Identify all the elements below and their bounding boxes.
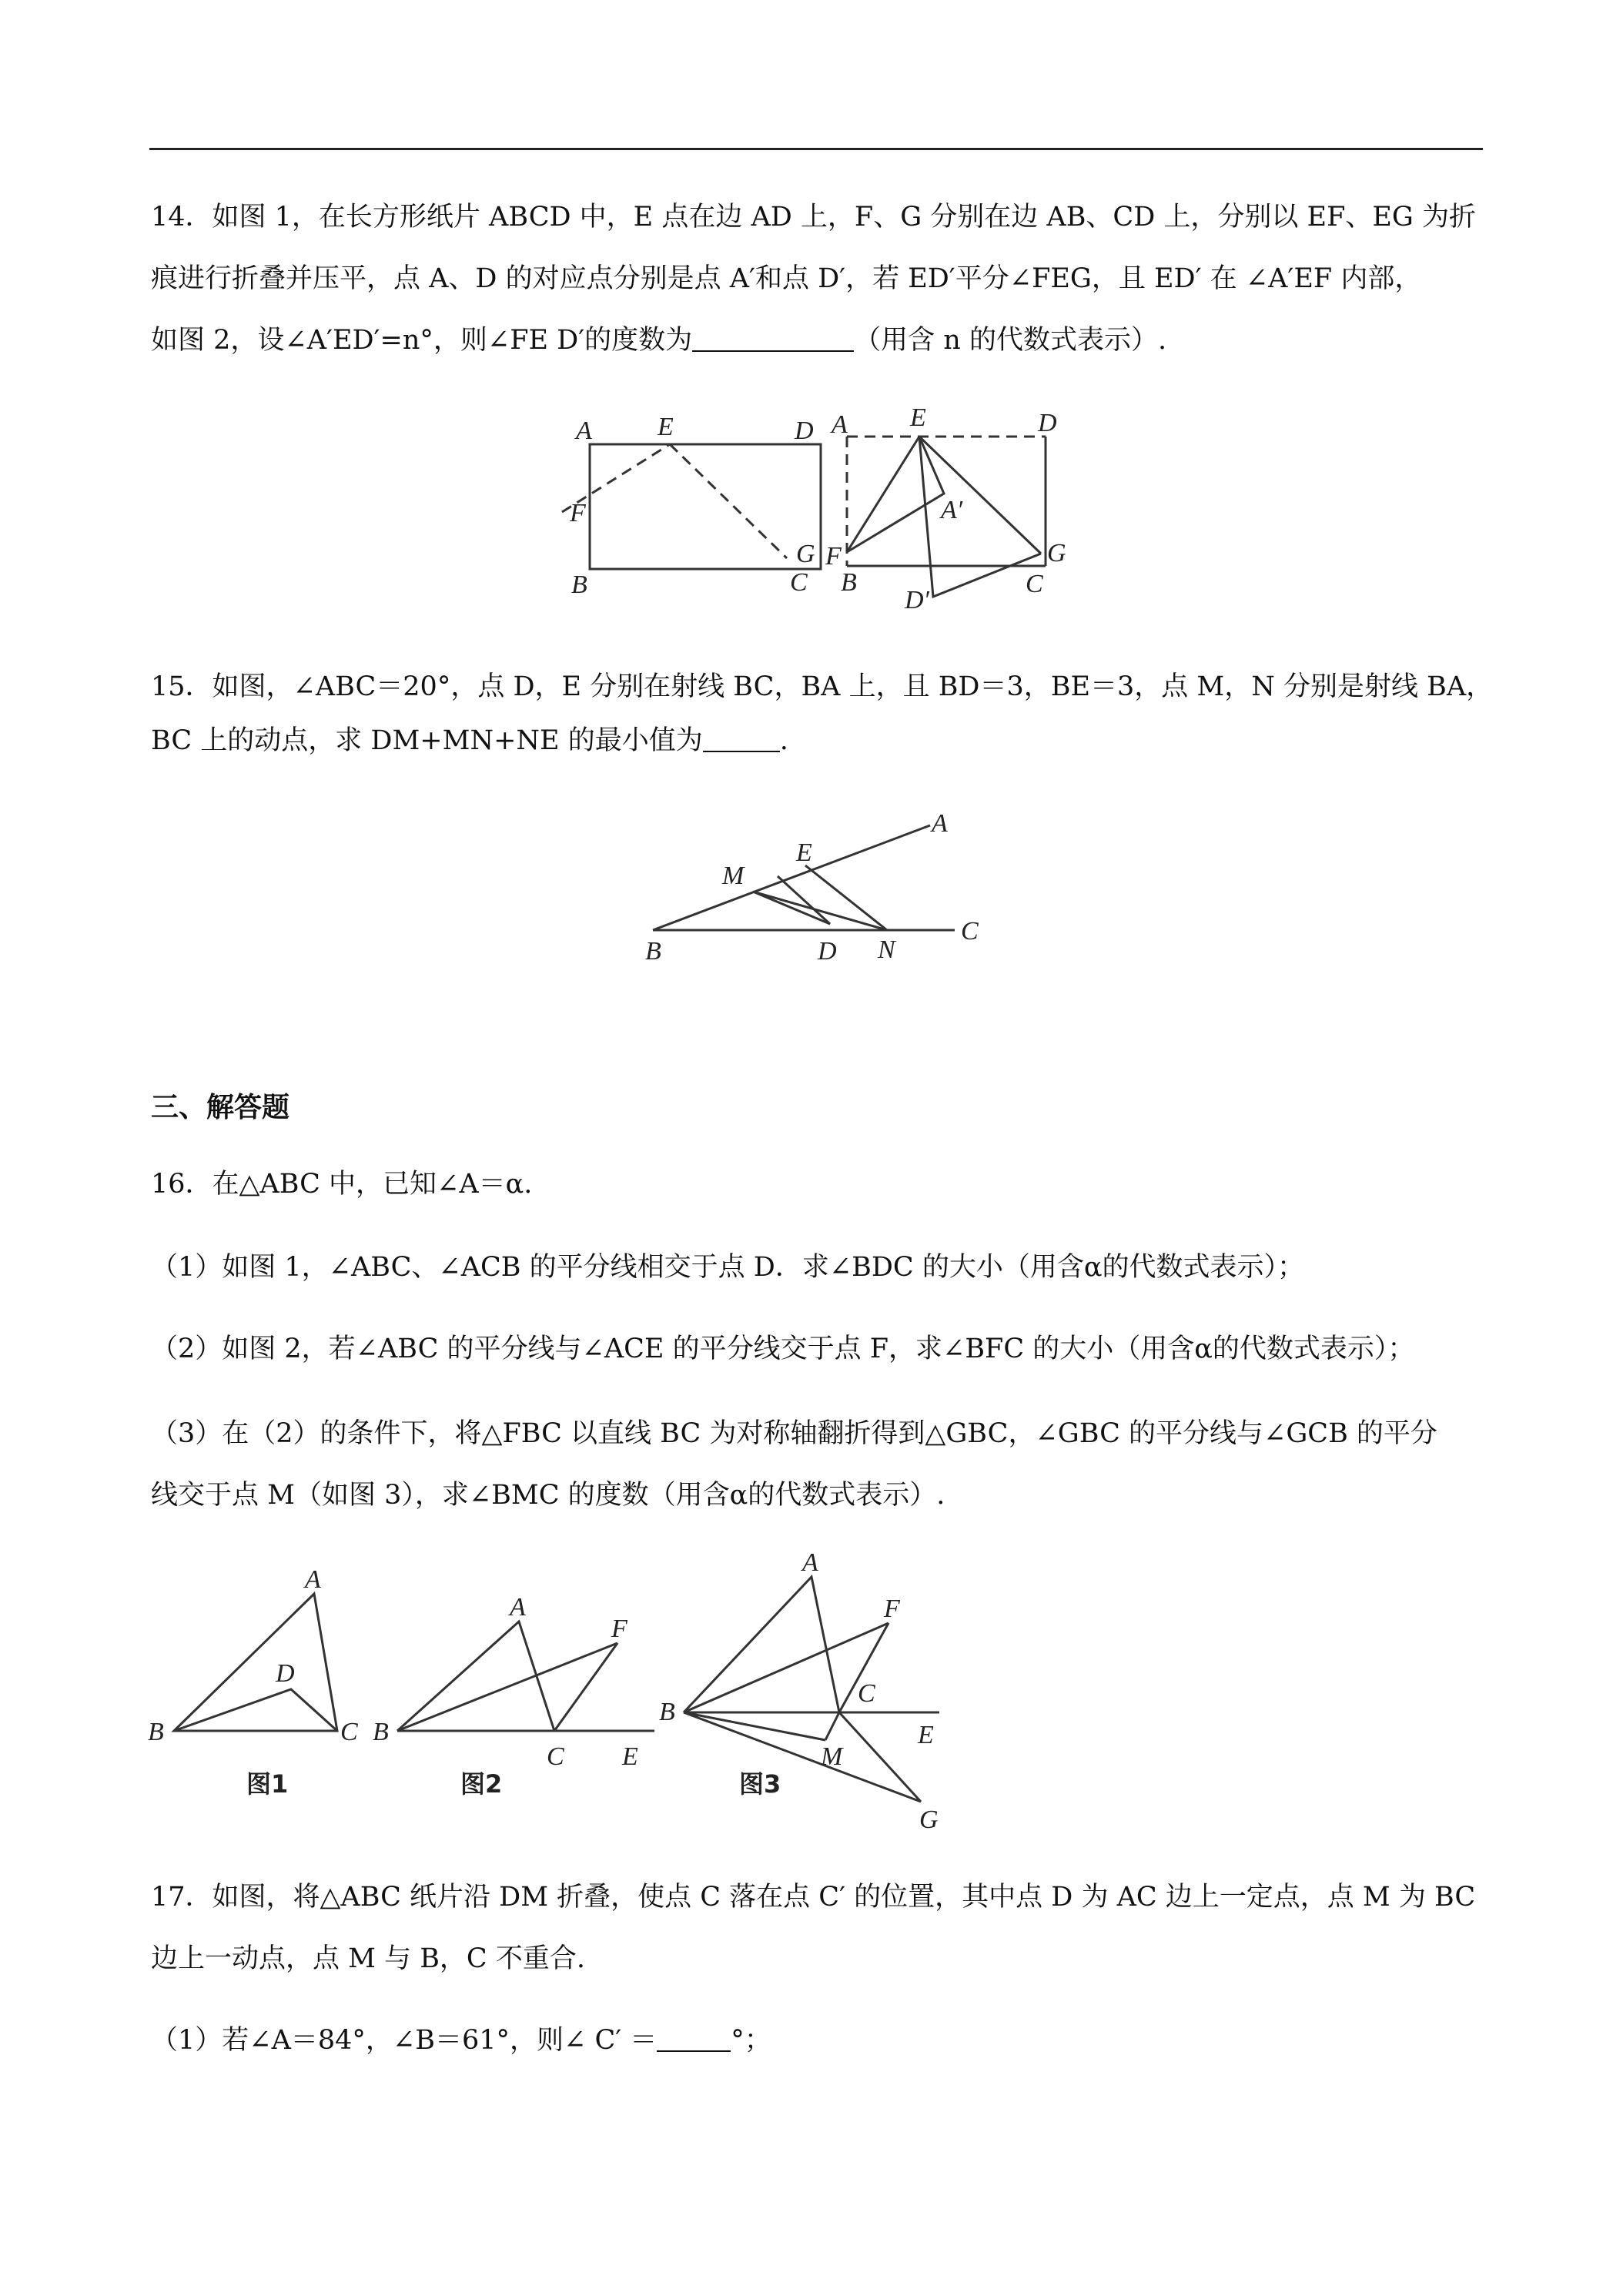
q15-line-2-text: BC 上的动点，求 DM+MN+NE 的最小值为 xyxy=(151,725,703,756)
fig14b-label-G: G xyxy=(1047,539,1066,567)
fig14b-label-A: A xyxy=(832,410,848,439)
q15-answer-blank[interactable] xyxy=(703,728,780,752)
q16-figures xyxy=(146,1548,962,1840)
fig14a-label-F: F xyxy=(570,499,586,527)
fig16c-caption: 图3 xyxy=(739,1769,781,1799)
fig16a-label-B: B xyxy=(148,1718,164,1746)
header-rule xyxy=(149,148,1483,150)
fig16a-label-D: D xyxy=(276,1659,295,1688)
q15-figure xyxy=(639,801,993,970)
q14-figures-svg xyxy=(554,389,1093,620)
q16-part-3-line-1: （3）在（2）的条件下，将△FBC 以直线 BC 为对称轴翻折得到△GBC，∠GBC 的平分线与∠GCB 的平分 xyxy=(151,1418,1437,1449)
fig14b-label-A-prime: A′ xyxy=(941,496,963,524)
fig14a-label-C: C xyxy=(790,568,808,597)
fig14a-label-G: G xyxy=(796,540,815,568)
fig14a-label-A: A xyxy=(576,417,592,445)
q15-line-2-end: . xyxy=(779,725,788,756)
q17-line-2: 边上一动点，点 M 与 B，C 不重合. xyxy=(151,1943,585,1974)
fig16b-caption: 图2 xyxy=(460,1769,503,1799)
fig16c-label-G: G xyxy=(919,1806,939,1834)
q16-part-3-line-2: 线交于点 M（如图 3），求∠BMC 的度数（用含α的代数式表示）. xyxy=(151,1480,945,1511)
fig14a-label-D: D xyxy=(795,417,814,445)
q17-line-1: 17．如图，将△ABC 纸片沿 DM 折叠，使点 C 落在点 C′ 的位置，其中点 D 为 AC 边上一定点，点 M 为 BC xyxy=(151,1882,1476,1913)
fig15-label-C: C xyxy=(961,917,979,946)
q14-figure xyxy=(554,389,1093,620)
q16-part-1: （1）如图 1，∠ABC、∠ACB 的平分线相交于点 D．求∠BDC 的大小（用含α的代数式表示）； xyxy=(151,1252,1304,1283)
q14-line-3-text: 如图 2，设∠A′ED′=n°，则∠FE D′的度数为 xyxy=(151,325,693,356)
fig14b-label-E: E xyxy=(910,403,926,432)
fig14a-label-E: E xyxy=(658,413,674,441)
fig16c-label-E: E xyxy=(918,1721,934,1749)
q16-figures-svg xyxy=(146,1548,962,1840)
q14-line-3 xyxy=(151,310,1483,371)
fig16c-label-F: F xyxy=(884,1595,900,1623)
fig16b-label-B: B xyxy=(373,1718,389,1746)
q17-line-3-text: （1）若∠A＝84°，∠B＝61°，则∠ C′ ＝ xyxy=(151,2025,658,2056)
fig15-label-A: A xyxy=(932,809,948,838)
q14-answer-blank[interactable] xyxy=(692,327,854,352)
fig16a-caption: 图1 xyxy=(246,1769,289,1799)
fig14a-label-B: B xyxy=(571,571,587,599)
fig14b-label-F: F xyxy=(825,542,842,571)
fig14b-label-D-prime: D′ xyxy=(905,586,929,614)
q14-line-1: 14．如图 1，在长方形纸片 ABCD 中，E 点在边 AD 上，F、G 分别在边 AB、CD 上，分别以 EF、EG 为折 xyxy=(151,202,1476,233)
q17-line-3-end: °； xyxy=(731,2025,771,2056)
fig16c-label-B: B xyxy=(659,1698,675,1726)
fig15-label-E: E xyxy=(796,838,812,867)
q16-intro: 16．在△ABC 中，已知∠A＝α. xyxy=(151,1169,533,1200)
section-title: 三、解答题 xyxy=(151,1091,290,1123)
fig16b-label-C: C xyxy=(547,1742,564,1771)
fig16a-label-C: C xyxy=(340,1718,358,1746)
q16-part-2: （2）如图 2，若∠ABC 的平分线与∠ACE 的平分线交于点 F，求∠BFC 的大小（用含α的代数式表示）； xyxy=(151,1334,1415,1364)
fig14b-label-C: C xyxy=(1026,570,1043,598)
fig15-label-N: N xyxy=(878,935,895,964)
q15-line-2 xyxy=(151,710,1483,771)
fig16b-label-E: E xyxy=(622,1742,638,1771)
q17-answer-blank[interactable] xyxy=(657,2027,731,2052)
q14-line-3-end: （用含 n 的代数式表示）. xyxy=(854,325,1167,356)
fig16c-label-C: C xyxy=(858,1679,875,1708)
fig15-label-M: M xyxy=(722,862,745,890)
fig15-label-B: B xyxy=(645,937,661,966)
fig16c-label-A: A xyxy=(802,1548,818,1577)
fig14b-label-B: B xyxy=(841,568,857,597)
q17-line-3 xyxy=(151,2010,1483,2071)
q15-line-1: 15．如图，∠ABC＝20°，点 D，E 分别在射线 BC，BA 上，且 BD＝3，BE＝3，点 M，N 分别是射线 BA， xyxy=(151,671,1494,702)
q14-line-2: 痕进行折叠并压平，点 A、D 的对应点分别是点 A′和点 D′，若 ED′平分∠FEG，且 ED′ 在 ∠A′EF 内部， xyxy=(151,263,1422,294)
q15-figure-svg xyxy=(639,801,993,970)
fig16a-label-A: A xyxy=(305,1565,321,1594)
fig14b-label-D: D xyxy=(1038,409,1057,437)
fig16b-label-F: F xyxy=(611,1615,627,1643)
fig16b-label-A: A xyxy=(510,1593,526,1622)
fig15-label-D: D xyxy=(818,937,837,966)
fig16c-label-M: M xyxy=(821,1742,843,1771)
